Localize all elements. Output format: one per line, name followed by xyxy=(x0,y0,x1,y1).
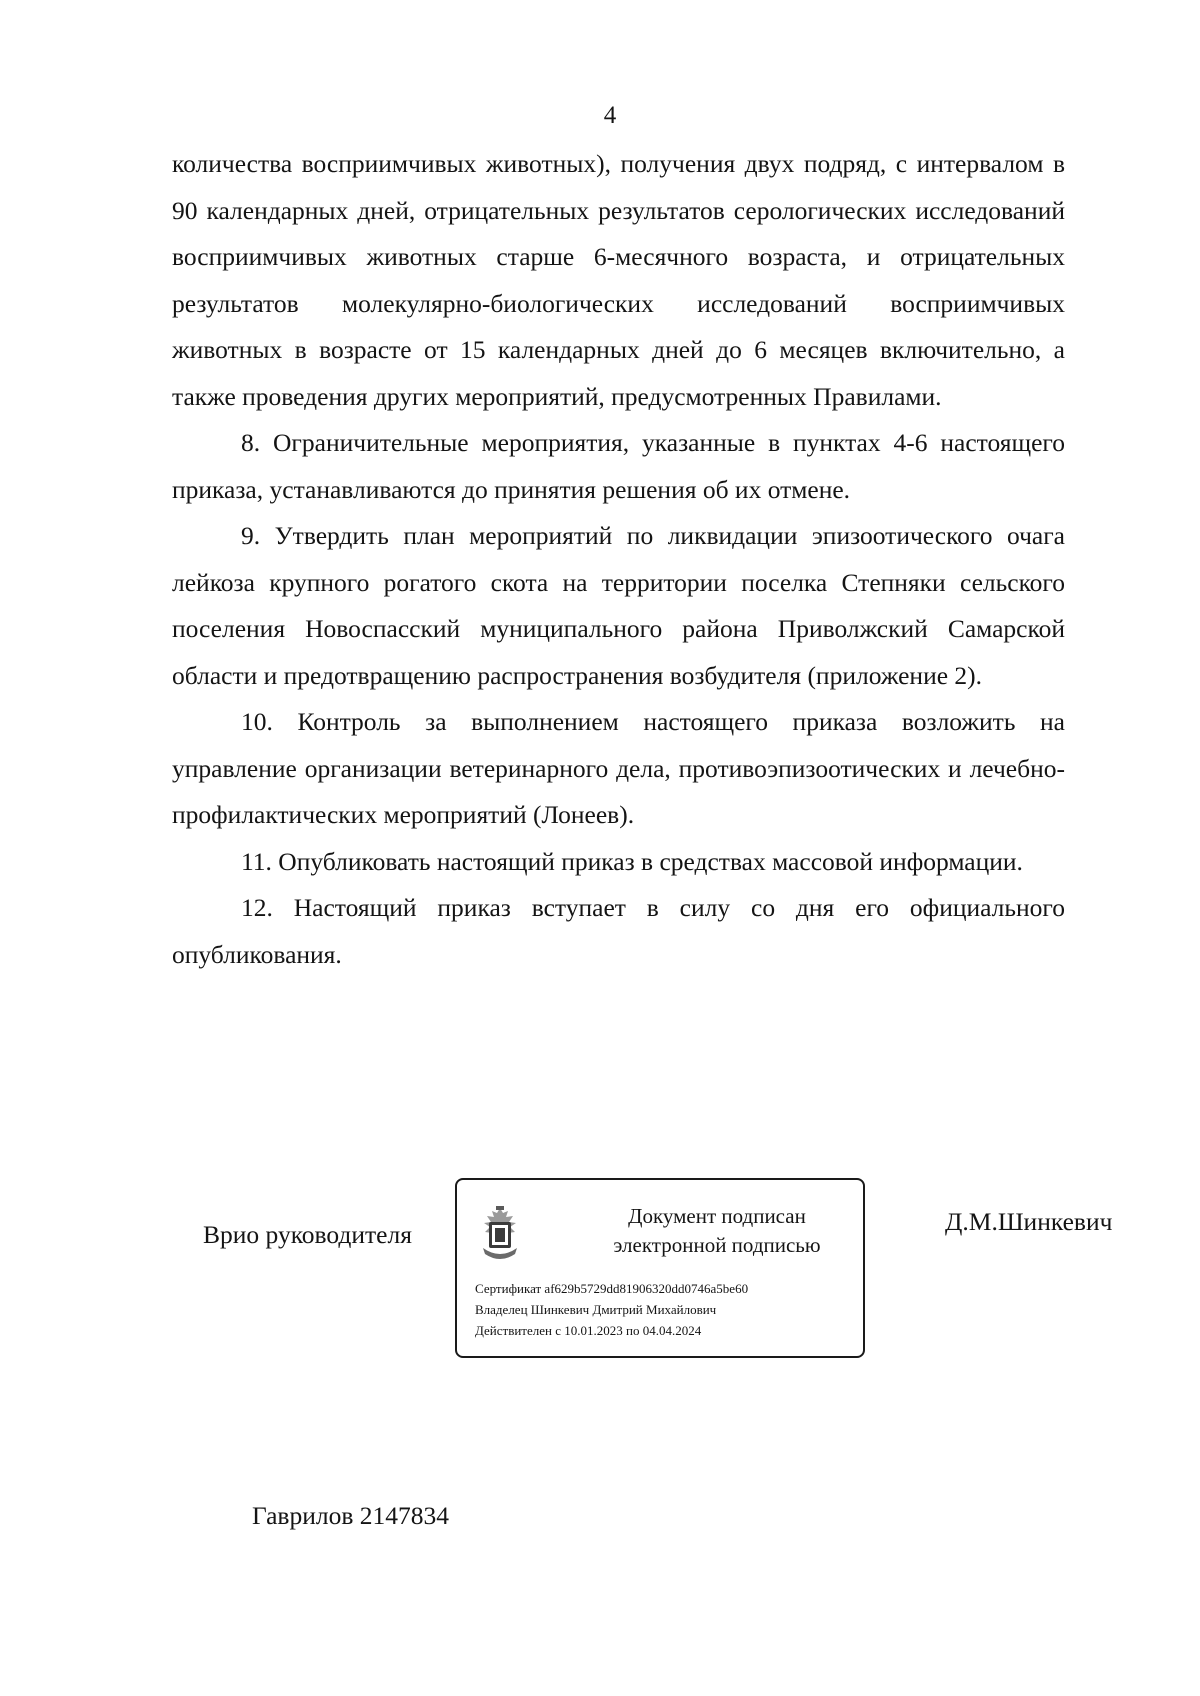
stamp-heading-line1: Документ подписан xyxy=(628,1204,806,1228)
signatory-position: Врио руководителя xyxy=(203,1220,412,1249)
stamp-validity: Действителен с 10.01.2023 по 04.04.2024 xyxy=(475,1323,702,1338)
paragraph-item-12: 12. Настоящий приказ вступает в силу со дня его официального опубликования. xyxy=(172,893,1065,969)
stamp-details xyxy=(475,1278,855,1341)
coat-of-arms-icon xyxy=(475,1204,525,1264)
stamp-heading-line2: электронной подписью xyxy=(613,1233,821,1257)
paragraph-item-9: 9. Утвердить план мероприятий по ликвидации эпизоотического очага лейкоза крупного рогатого скота на территории поселка Степняки сельского поселения Новоспасский муниципального района Приволжский Самарской области и предотвращению распространения возбудителя (приложение 2). xyxy=(172,521,1065,690)
paragraph-item-10: 10. Контроль за выполнением настоящего приказа возложить на управление организации ветеринарного дела, противоэпизоотических и лечебно-профилактических мероприятий (Лонеев). xyxy=(172,707,1065,829)
signatory-name: Д.М.Шинкевич xyxy=(945,1207,1113,1236)
paragraph-item-8: 8. Ограничительные мероприятия, указанные в пунктах 4-6 настоящего приказа, устанавливаются до принятия решения об их отмене. xyxy=(172,428,1065,504)
paragraph-item-11: 11. Опубликовать настоящий приказ в средствах массовой информации. xyxy=(241,846,1023,876)
page-number: 4 xyxy=(603,102,617,129)
electronic-signature-stamp xyxy=(455,1178,865,1358)
executor-note: Гаврилов 2147834 xyxy=(252,1501,450,1530)
stamp-owner: Владелец Шинкевич Дмитрий Михайлович xyxy=(475,1302,717,1317)
stamp-certificate: Сертификат af629b5729dd81906320dd0746a5be60 xyxy=(475,1281,749,1296)
stamp-heading xyxy=(577,1202,857,1260)
document-body xyxy=(172,141,1065,978)
paragraph-continuation: количества восприимчивых животных), получения двух подряд, с интервалом в 90 календарных дней, отрицательных результатов серологических исследований восприимчивых животных старше 6-месячного возраста, и отрицательных результатов молекулярно-биологических исследований восприимчивых животных в возрасте от 15 календарных дней до 6 месяцев включительно, а также проведения других мероприятий, предусмотренных Правилами. xyxy=(172,149,1065,411)
